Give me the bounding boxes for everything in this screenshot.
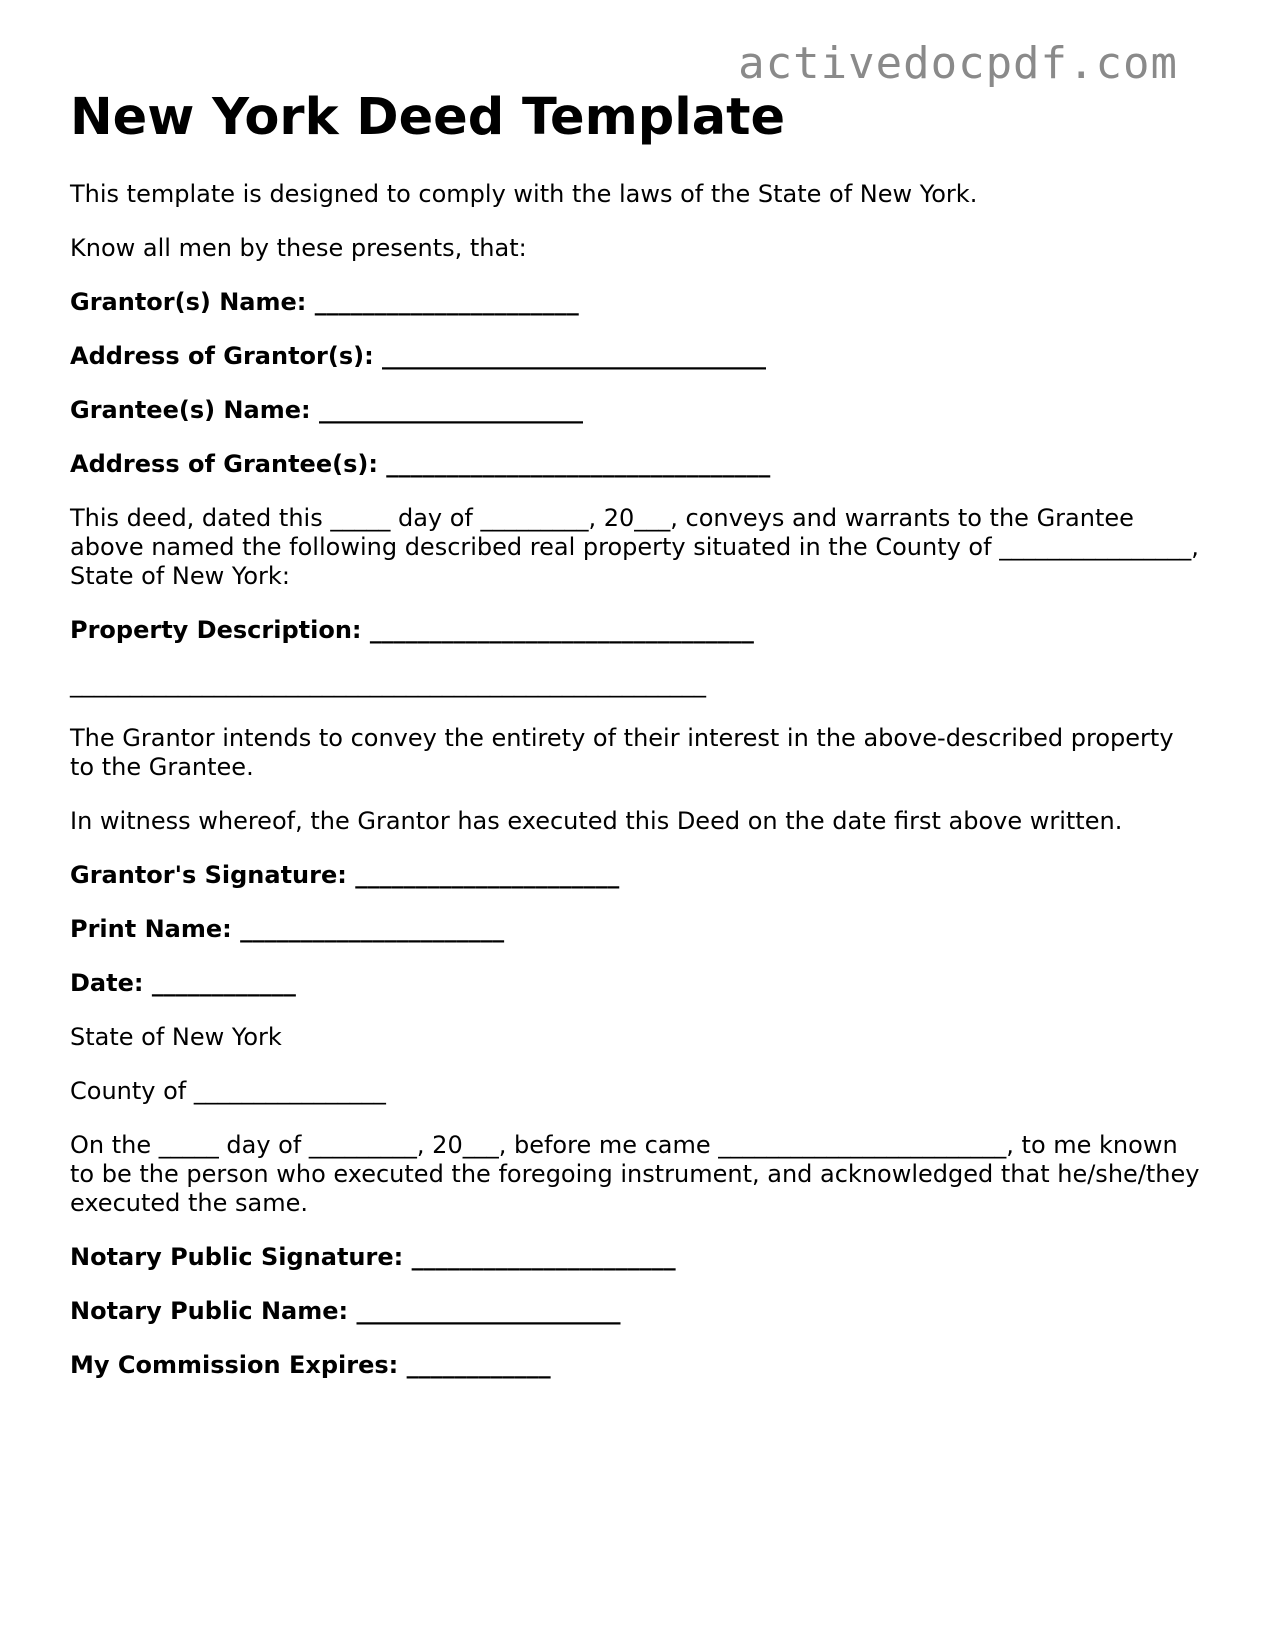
deed-body [70,180,1200,1405]
property-description-line[interactable]: _____________________________________________________ [70,670,706,698]
acknowledgment-paragraph[interactable]: On the _____ day of _________, 20___, before me came ________________________, to me known to be the person who executed the foregoing instrument, and acknowledged that he/she/they executed the same. [70,1131,1200,1217]
deed-paragraph[interactable]: This deed, dated this _____ day of _________, 20___, conveys and warrants to the Grantee above named the following described real property situated in the County of ________________, State of New York: [70,504,1199,590]
commission-expires-field[interactable]: My Commission Expires: ____________ [70,1351,551,1379]
intro-text: This template is designed to comply with the laws of the State of New York. [70,180,978,208]
notary-signature-field[interactable]: Notary Public Signature: ______________________ [70,1243,676,1271]
know-all-text: Know all men by these presents, that: [70,234,527,262]
date-field[interactable]: Date: ____________ [70,969,296,997]
intent-paragraph: The Grantor intends to convey the entirety of their interest in the above-described property to the Grantee. [70,724,1174,781]
grantor-address-field[interactable]: Address of Grantor(s): ________________________________ [70,342,767,370]
watermark: activedocpdf.com [738,38,1178,89]
county-field[interactable]: County of ________________ [70,1077,386,1105]
grantor-name-field[interactable]: Grantor(s) Name: ______________________ [70,288,579,316]
page-title: New York Deed Template [70,88,786,147]
grantee-name-field[interactable]: Grantee(s) Name: ______________________ [70,396,583,424]
state-text: State of New York [70,1023,282,1051]
grantee-address-field[interactable]: Address of Grantee(s): ________________________________ [70,450,771,478]
notary-name-field[interactable]: Notary Public Name: ______________________ [70,1297,621,1325]
witness-paragraph: In witness whereof, the Grantor has executed this Deed on the date first above written. [70,807,1123,835]
property-description-field[interactable]: Property Description: ________________________________ [70,616,754,644]
print-name-field[interactable]: Print Name: ______________________ [70,915,505,943]
grantor-signature-field[interactable]: Grantor's Signature: ______________________ [70,861,620,889]
